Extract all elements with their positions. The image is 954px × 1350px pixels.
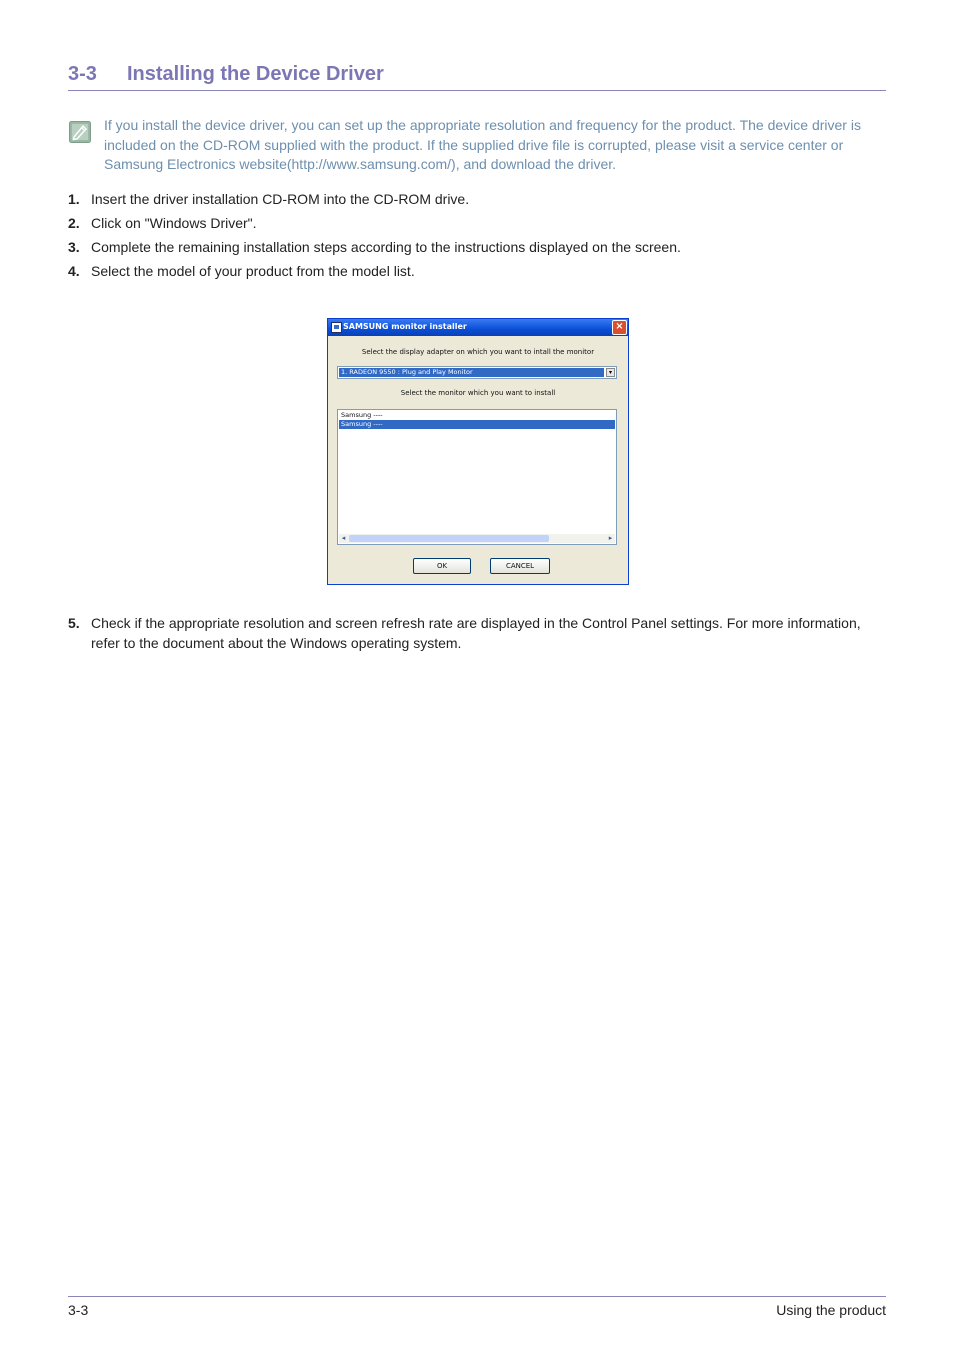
scroll-right-icon[interactable]: ▸ <box>608 534 613 542</box>
horizontal-scrollbar[interactable] <box>339 534 615 543</box>
step-number: 2. <box>68 215 80 231</box>
adapter-select[interactable] <box>337 366 617 379</box>
section-heading <box>68 62 886 91</box>
step-item <box>68 214 886 238</box>
chevron-down-icon[interactable]: ▾ <box>606 368 615 377</box>
pencil-note-icon <box>69 121 91 143</box>
step-text: Complete the remaining installation steps according to the instructions displayed on the screen. <box>91 239 681 255</box>
step-item <box>68 238 886 262</box>
step-item <box>68 190 886 214</box>
step-text: Click on "Windows Driver". <box>91 215 257 231</box>
step-text: Select the model of your product from the model list. <box>91 263 415 279</box>
step-number: 1. <box>68 191 80 207</box>
monitor-prompt: Select the monitor which you want to install <box>400 389 556 397</box>
step-text: Check if the appropriate resolution and screen refresh rate are displayed in the Control Panel settings. For more information, refer to the document about the Windows operating system. <box>91 615 861 651</box>
dialog-title: SAMSUNG monitor installer <box>343 322 467 331</box>
cancel-button[interactable]: CANCEL <box>490 558 550 574</box>
page-footer <box>68 1296 886 1318</box>
step-item <box>68 262 886 286</box>
adapter-selected-value: 1. RADEON 9550 : Plug and Play Monitor <box>339 368 604 377</box>
footer-page-number: 3-3 <box>68 1302 89 1318</box>
ok-button[interactable]: OK <box>413 558 471 574</box>
adapter-prompt: Select the display adapter on which you want to intall the monitor <box>361 348 595 356</box>
list-item[interactable]: Samsung ---- <box>341 411 383 419</box>
step-item <box>68 614 886 653</box>
note-text: If you install the device driver, you can set up the appropriate resolution and frequency for the product. The device driver is included on the CD-ROM supplied with the product. If the supplied drive file is corrupted, please visit a service center or Samsung Electronics website(http://www.samsung.com/), and download the driver. <box>104 117 861 172</box>
step-number: 5. <box>68 615 80 631</box>
scroll-thumb[interactable] <box>349 535 549 542</box>
monitor-list[interactable] <box>337 409 617 545</box>
list-item-selected[interactable]: Samsung ---- <box>339 420 615 429</box>
close-icon[interactable]: × <box>612 320 627 335</box>
app-icon <box>331 322 342 333</box>
scroll-left-icon[interactable]: ◂ <box>341 534 346 542</box>
footer-chapter: Using the product <box>776 1302 886 1318</box>
installer-dialog-screenshot <box>327 318 629 585</box>
section-title: Installing the Device Driver <box>127 63 384 85</box>
step-number: 4. <box>68 263 80 279</box>
step-number: 3. <box>68 239 80 255</box>
dialog-titlebar <box>328 319 628 336</box>
step-text: Insert the driver installation CD-ROM into the CD-ROM drive. <box>91 191 470 207</box>
section-number: 3-3 <box>68 63 97 85</box>
install-steps <box>68 190 886 286</box>
